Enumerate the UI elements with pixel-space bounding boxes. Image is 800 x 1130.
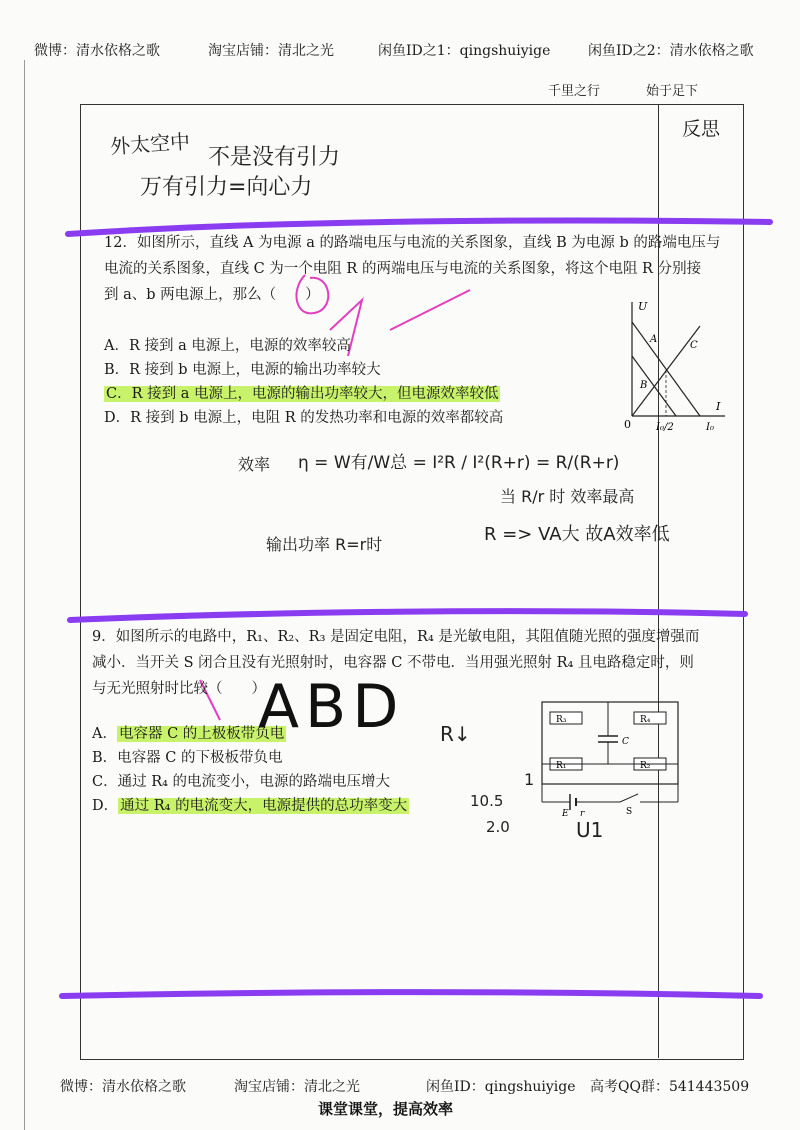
q9-option-d [92,794,409,815]
q9-stem-line2: 减小．当开关 S 闭合且没有光照射时，电容器 C 不带电．当用强光照射 R₄ 且电路稳定时，则 [92,655,694,671]
purple-stroke-2 [70,611,745,620]
purple-stroke-3 [62,992,760,996]
q9-stem-line3: 与无光照射时比较（ ） [92,681,266,697]
handwriting-top1: 外太空中 [109,129,191,159]
q9-option-b-text: 电容器 C 的下极板带负电 [117,750,283,766]
q12-option-c-text: C．R 接到 a 电源上，电源的输出功率较大，但电源效率较低 [106,386,499,402]
circuit-label-c: C [622,737,629,747]
graph-label-b: B [640,380,648,391]
handwriting-10-5: 10.5 [470,792,504,810]
header-xianyu1: 闲鱼ID之1：qingshuiyige [378,43,551,59]
q12-stem-line3: 到 a、b 两电源上，那么（ ） [104,287,320,303]
handwriting-formula: η = W有/W总 = I²R / I²(R+r) = R/(R+r) [298,453,620,473]
q9-option-b-label: B． [92,750,118,766]
q9-option-c-label: C． [92,774,118,790]
circuit-label-r1: R₁ [556,761,567,771]
q12-option-a: A．R 接到 a 电源上，电源的效率较高 [104,338,351,354]
graph-label-u: U [638,300,648,313]
q9-circuit [530,688,690,818]
handwriting-top2: 不是没有引力 [208,145,341,170]
handwriting-num: 1 [524,770,535,789]
reflection-heading: 反思 [682,118,721,140]
handwriting-note2: 输出功率 R=r时 [266,535,383,554]
handwriting-top3: 万有引力=向心力 [140,175,313,200]
header-weibo: 微博：清水依格之歌 [34,43,160,59]
graph-label-i0: I₀ [706,422,714,433]
footer-taobao: 淘宝店铺：清北之光 [234,1079,360,1095]
graph-label-c: C [690,340,698,351]
circuit-label-r4: R₄ [640,715,651,725]
footer-stamp: 课堂课堂，提高效率 [318,1100,454,1118]
footer-xianyu: 闲鱼ID：qingshuiyige [426,1079,576,1095]
footer-qq: 高考QQ群：541443509 [590,1079,750,1095]
q9-option-c [92,770,390,791]
handwriting-q9-answer: ABD [258,672,405,742]
graph-label-i: I [716,400,721,413]
q12-ui-graph [620,296,730,436]
pink-line-q12 [390,290,470,330]
graph-label-i0half: I₀/2 [656,422,674,433]
q12-option-c [104,382,500,403]
handwriting-note3: R => VA大 故A效率低 [484,524,670,545]
handwriting-2-0: 2.0 [486,818,510,836]
circuit-label-r: r [580,809,585,818]
q12-option-b: B．R 接到 b 电源上，电源的输出功率较大 [104,362,381,378]
circuit-label-e: E [562,809,569,818]
q9-option-b [92,746,282,767]
circuit-switch [620,794,638,802]
handwriting-u1: U1 [576,818,604,842]
graph-label-a: A [650,334,658,345]
q9-option-d-label: D． [92,798,119,814]
header-taobao: 淘宝店铺：清北之光 [208,43,334,59]
handwriting-q9-note: R↓ [440,722,471,746]
handwriting-formula-label: 效率 [238,455,271,474]
circuit-label-r2: R₂ [640,761,651,771]
handwriting-note1: 当 R/r 时 效率最高 [500,487,635,506]
q12-stem-line1: 12．如图所示，直线 A 为电源 a 的路端电压与电流的关系图象，直线 B 为电源 b 的路端电压与 [104,235,721,251]
q9-option-a-text: 电容器 C 的上极板带负电 [118,726,285,742]
motto-left: 千里之行 [548,84,601,99]
graph-label-origin: 0 [624,418,631,431]
q9-option-a-label: A． [92,726,117,742]
q12-option-d: D．R 接到 b 电源上，电阻 R 的发热功率和电源的效率都较高 [104,410,504,426]
q9-option-c-text: 通过 R₄ 的电流变小，电源的路端电压增大 [117,774,391,790]
circuit-label-r3: R₃ [556,715,567,725]
motto-right: 始于足下 [646,84,699,99]
q12-stem-line2: 电流的关系图象，直线 C 为一个电阻 R 的两端电压与电流的关系图象，将这个电阻 R 分别接 [104,261,702,277]
q9-option-d-text: 通过 R₄ 的电流变大，电源提供的总功率变大 [120,798,408,814]
circuit-label-s: S [626,807,633,817]
q9-stem-line1: 9．如图所示的电路中，R₁、R₂、R₃ 是固定电阻，R₄ 是光敏电阻，其阻值随光照的强度增强而 [92,629,700,645]
header-xianyu2: 闲鱼ID之2：清水依格之歌 [588,43,754,59]
footer-weibo: 微博：清水依格之歌 [60,1079,186,1095]
